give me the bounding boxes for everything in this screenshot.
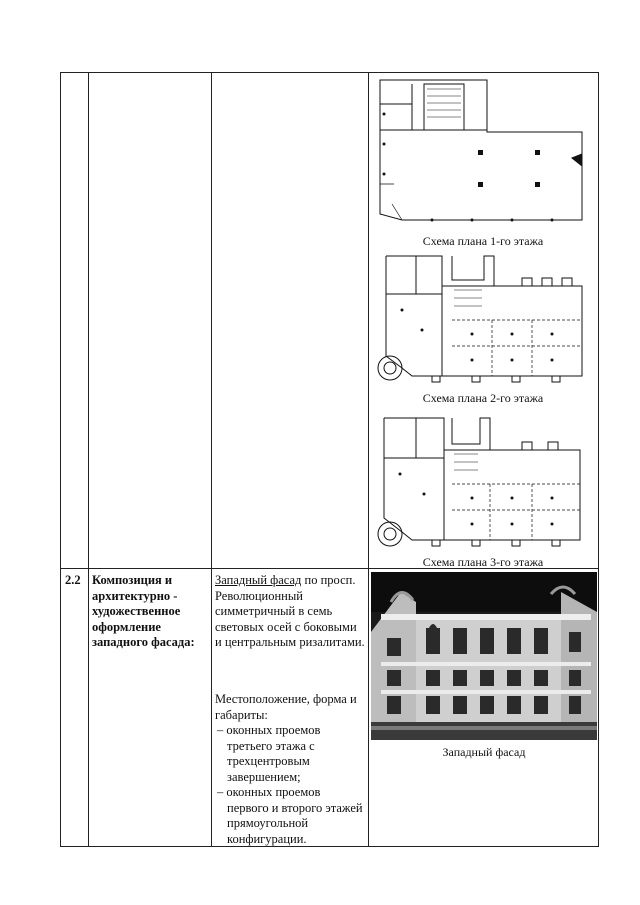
col-border-title [211, 72, 212, 847]
facade-description [215, 573, 365, 651]
location-intro: Местоположение, форма и габариты: [215, 692, 357, 722]
location-block [215, 692, 365, 847]
floor-plan-1-caption: Схема плана 1-го этажа [422, 234, 544, 248]
row-number: 2.2 [65, 573, 81, 587]
facade-link-text: Западный фасад [215, 573, 302, 587]
col-border-left [60, 72, 61, 847]
floor-plan-3-caption: Схема плана 3-го этажа [422, 555, 544, 569]
list-item: – оконных проемов третьего этажа с трехцентровым завершением; [217, 723, 321, 784]
west-facade-photo [371, 572, 597, 740]
west-facade-caption: Западный фасад [442, 745, 526, 759]
col-border-desc [368, 72, 369, 847]
row-title: Композиция и архитектурно - художественное оформление западного фасада: [92, 573, 195, 649]
col-border-num [88, 72, 89, 847]
list-item: – оконных проемов первого и второго этажей прямоугольной конфигурации. [217, 785, 363, 846]
table-top-border [60, 72, 598, 73]
col-border-right [598, 72, 599, 847]
floor-plan-1-image [372, 74, 594, 228]
floor-plan-3-image [372, 410, 594, 554]
floor-plan-2-caption: Схема плана 2-го этажа [422, 391, 544, 405]
facade-desc-text: по просп. Революционный симметричный в семь световых осей с боковыми и центральным ризалитами. [215, 573, 365, 649]
floor-plan-2-image [372, 250, 594, 390]
